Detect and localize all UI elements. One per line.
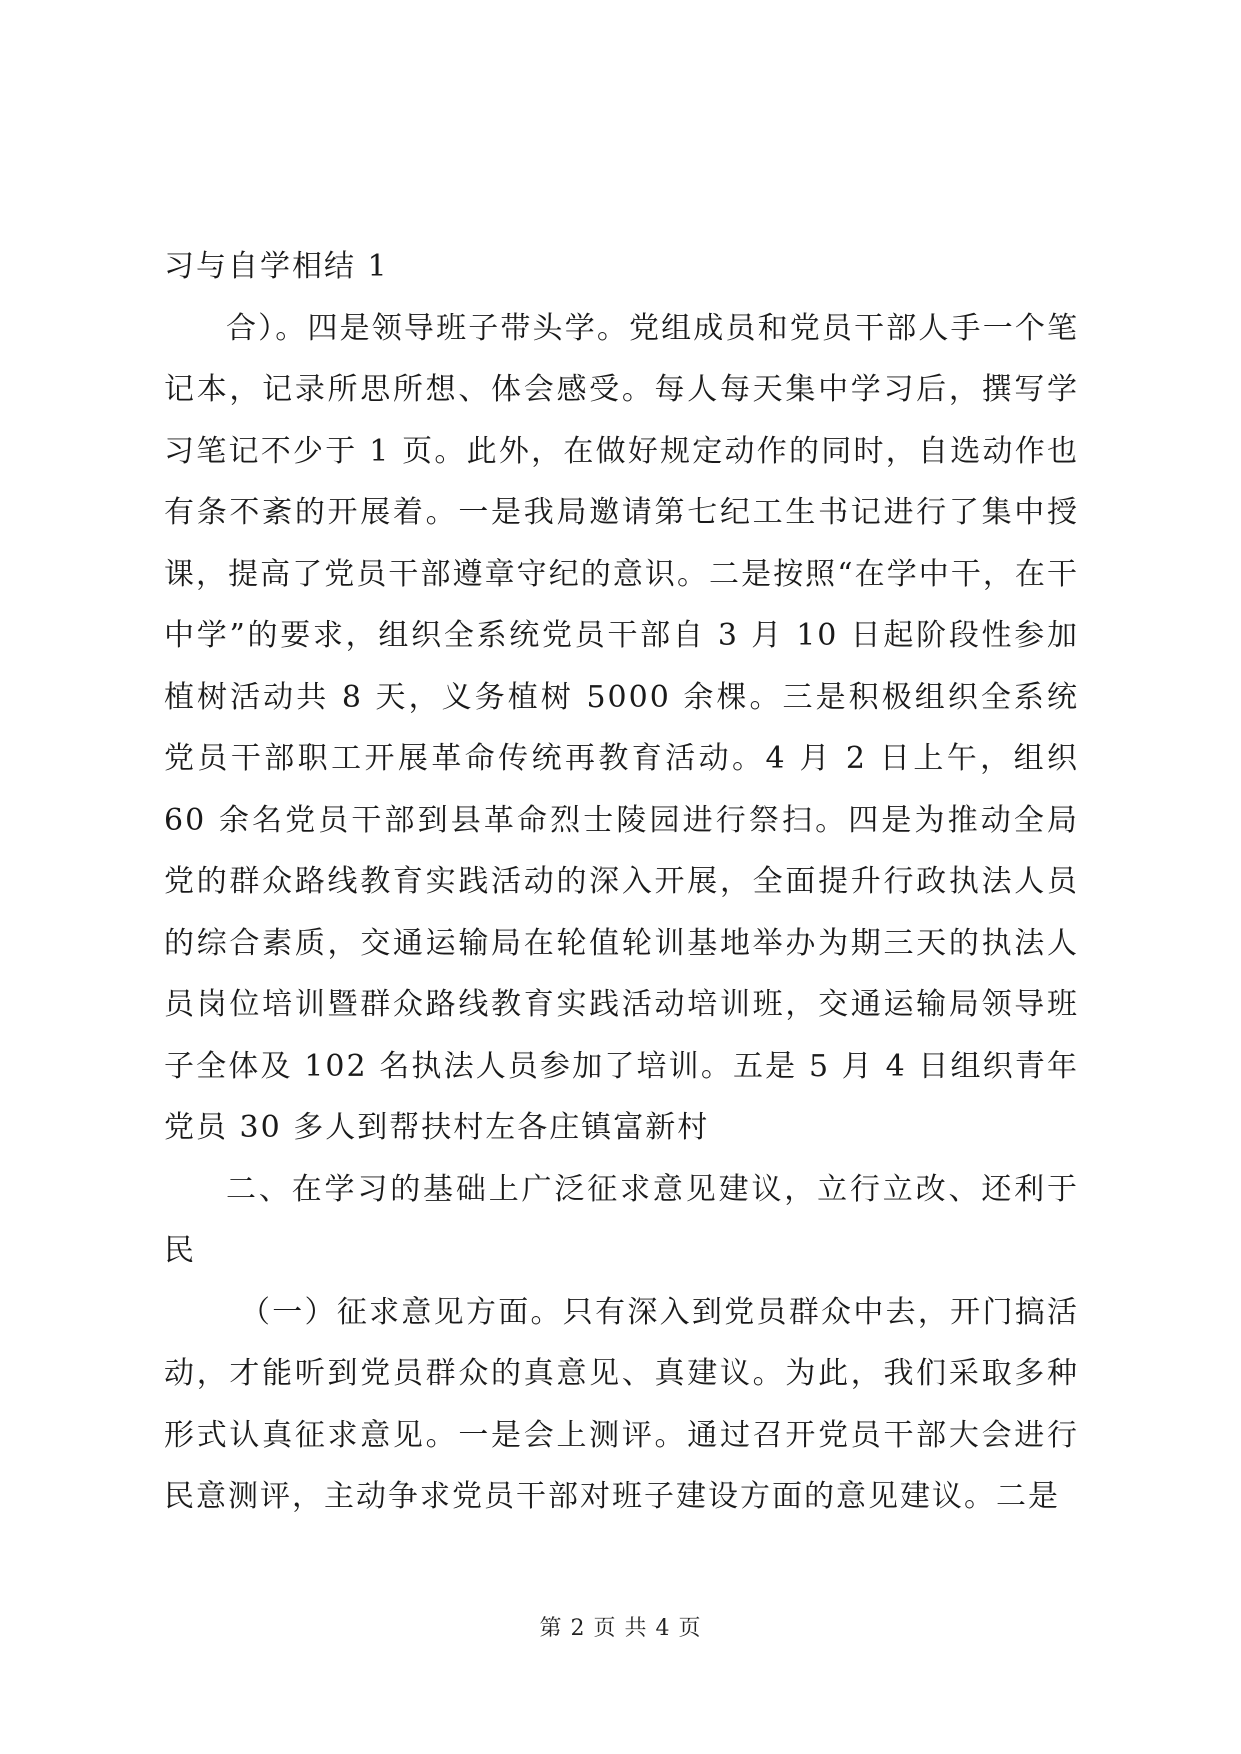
paragraph-study-activities: 合）。四是领导班子带头学。党组成员和党员干部人手一个笔记本，记录所思所想、体会感受。每人每天集中学习后，撰写学习笔记不少于 1 页。此外，在做好规定动作的同时，自选动作也有条不紊的开展着。一是我局邀请第七纪工生书记进行了集中授课，提高了党员干部遵章守纪的意识。二是按照“在学中干，在干中学”的要求，组织全系统党员干部自 3 月 10 日起阶段性参加植树活动共 8 天，义务植树 5000 余棵。三是积极组织全系统党员干部职工开展革命传统再教育活动。4 月 2 日上午，组织 60 余名党员干部到县革命烈士陵园进行祭扫。四是为推动全局党的群众路线教育实践活动的深入开展，全面提升行政执法人员的综合素质，交通运输局在轮值轮训基地举办为期三天的执法人员岗位培训暨群众路线教育实践活动培训班，交通运输局领导班子全体及 102 名执法人员参加了培训。五是 5 月 4 日组织青年党员 30 多人到帮扶村左各庄镇富新村	[164, 310, 1079, 1145]
paragraph-solicit-opinions: （一）征求意见方面。只有深入到党员群众中去，开门搞活动，才能听到党员群众的真意见、真建议。为此，我们采取多种形式认真征求意见。一是会上测评。通过召开党员干部大会进行民意测评，主动争求党员干部对班子建设方面的意见建议。二是	[164, 1294, 1079, 1514]
section-heading-two: 二、在学习的基础上广泛征求意见建议，立行立改、还利于民	[164, 1171, 1079, 1268]
paragraph-continuation-fragment: 习与自学相结 1	[164, 249, 389, 284]
page-footer: 第 2 页 共 4 页	[539, 1616, 702, 1641]
document-body	[164, 236, 1079, 1528]
